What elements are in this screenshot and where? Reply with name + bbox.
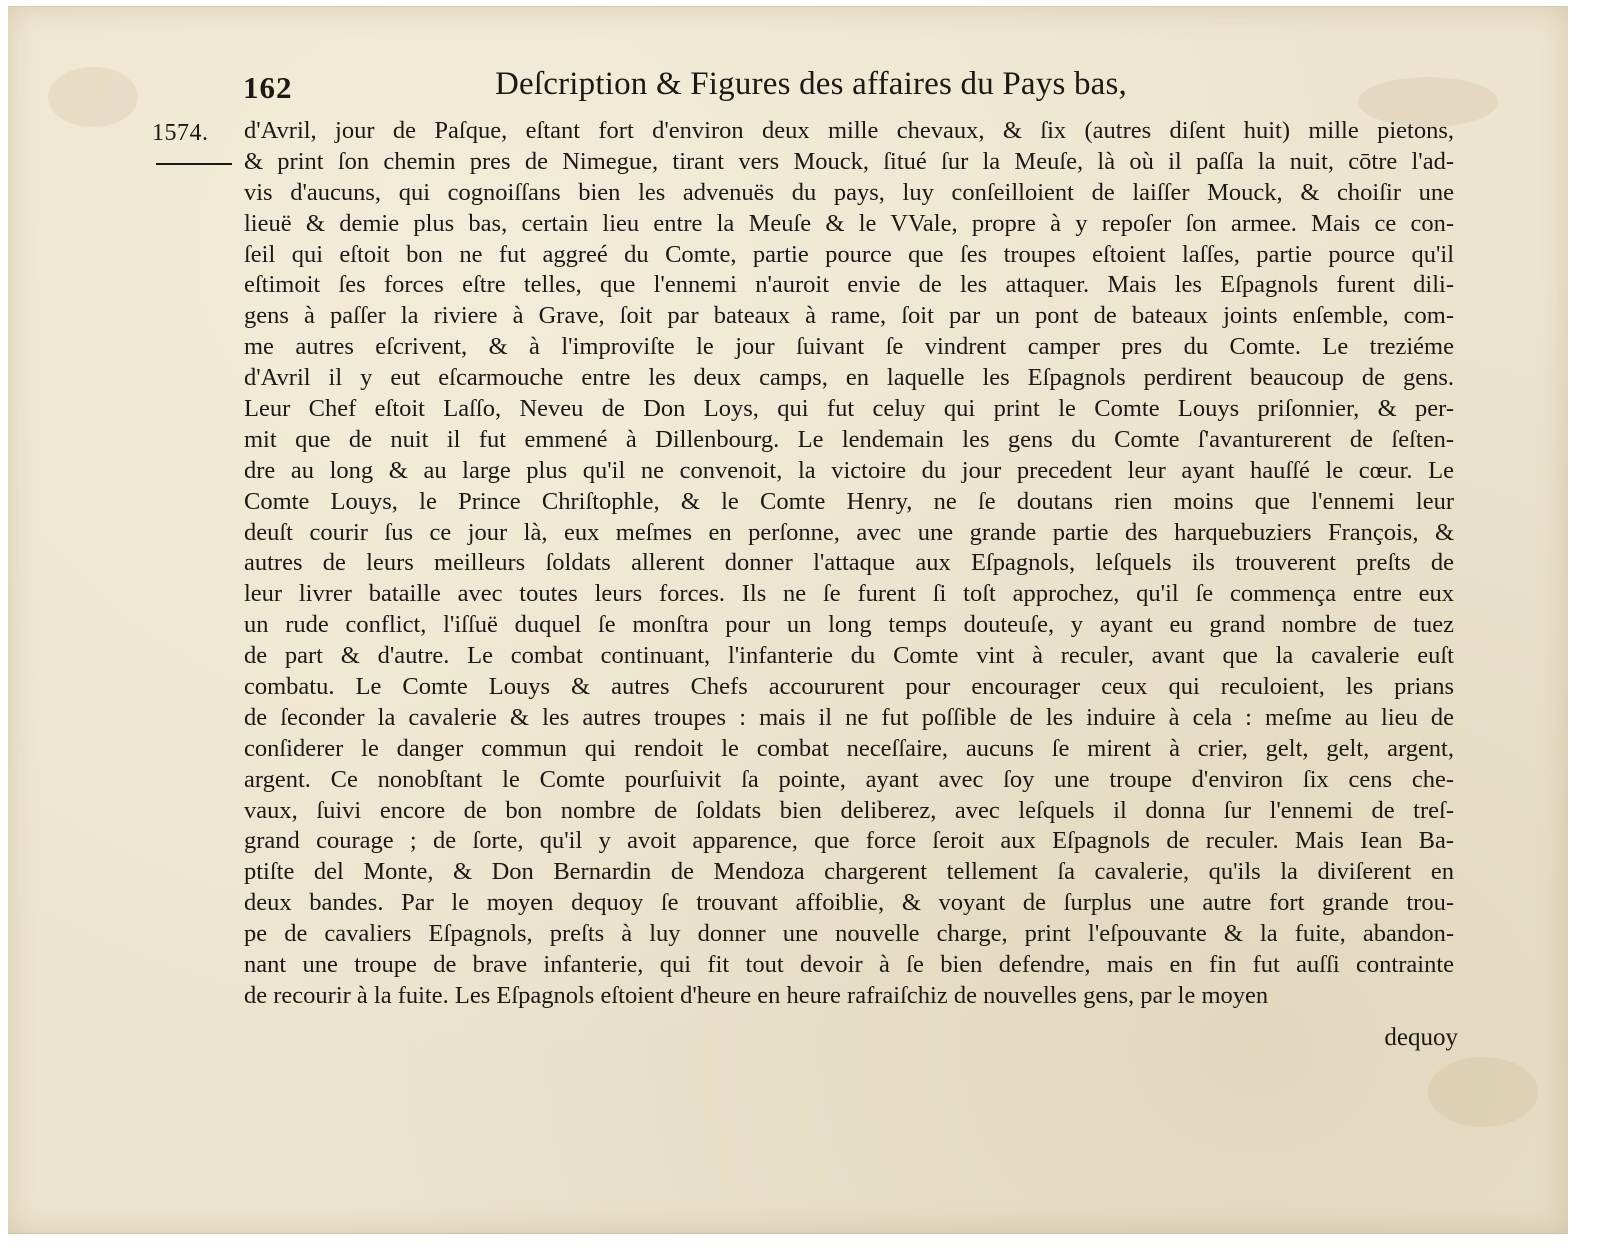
margin-rule [156, 163, 232, 165]
text-line: vis d'aucuns, qui cognoiſſans bien les advenuës du pays, luy conſeilloient de laiſſer Mouck, & choiſir une [244, 178, 1454, 206]
text-line: lieuë & demie plus bas, certain lieu entre la Meuſe & le VVale, propre à y repoſer ſon armee. Mais ce con- [244, 209, 1454, 237]
body-paragraph [244, 116, 1454, 1012]
text-line: leur livrer bataille avec toutes leurs forces. Ils ne ſe furent ſi toſt approchez, qu'il ſe commença entre eux [244, 580, 1454, 608]
text-line: ſeil qui eſtoit bon ne fut aggreé du Comte, partie pource que ſes troupes eſtoient laſſes, partie pource qu'il [244, 240, 1454, 268]
text-line: de recourir à la fuite. Les Eſpagnols eſtoient d'heure en heure rafraiſchiz de nouvelles gens, par le moyen [244, 981, 1269, 1009]
text-line: conſiderer le danger commun qui rendoit le combat neceſſaire, aucuns ſe mirent à crier, gelt, gelt, argent, [244, 734, 1454, 762]
running-title: Deſcription & Figures des affaires du Pays bas, [495, 66, 1128, 102]
text-line: me autres eſcrivent, & à l'improviſte le jour ſuivant ſe vindrent camper pres du Comte. Le treziéme [244, 333, 1454, 361]
text-line: autres de leurs meilleurs ſoldats allerent donner l'attaque aux Eſpagnols, leſquels ils trouverent preſts de [244, 549, 1454, 577]
text-line: nant une troupe de brave infanterie, qui fit tout devoir à ſe bien defendre, mais en fin fut auſſi contrainte [244, 951, 1454, 979]
text-line: ptiſte del Monte, & Don Bernardin de Mendoza chargerent tellement ſa cavalerie, qu'ils la diviſerent en [244, 858, 1454, 886]
text-line: Comte Louys, le Prince Chriſtophle, & le Comte Henry, ne ſe doutans rien moins que l'ennemi leur [244, 487, 1454, 515]
text-line: grand courage ; de ſorte, qu'il y avoit apparence, que force ſeroit aux Eſpagnols de reculer. Mais Iean Ba- [244, 827, 1454, 855]
text-line: eſtimoit ſes forces eſtre telles, que l'ennemi n'auroit envie de les attaquer. Mais les Eſpagnols furent dili- [244, 271, 1454, 299]
text-line: de ſeconder la cavalerie & les autres troupes : mais il ne fut poſſible de les induire à cela : meſme au lieu de [244, 703, 1454, 731]
catchword: dequoy [1384, 1024, 1458, 1051]
text-line: vaux, ſuivi encore de bon nombre de ſoldats bien deliberez, avec leſquels il donna ſur l'ennemi de treſ- [244, 796, 1454, 824]
text-line: & print ſon chemin pres de Nimegue, tirant vers Mouck, ſitué ſur la Meuſe, là où il paſſa la nuit, cōtre l'ad- [244, 147, 1454, 175]
text-line: argent. Ce nonobſtant le Comte pourſuivit ſa pointe, ayant avec ſoy une troupe d'environ ſix cens che- [244, 765, 1454, 793]
text-line: un rude conflict, l'iſſuë duquel ſe monſtra pour un long temps douteuſe, y ayant eu grand nombre de tuez [244, 611, 1454, 639]
text-line: deux bandes. Par le moyen dequoy ſe trouvant affoiblie, & voyant de ſurplus une autre fort grande trou- [244, 889, 1454, 917]
text-line: gens à paſſer la riviere à Grave, ſoit par bateaux à rame, ſoit par un pont de bateaux joints enſemble, com- [244, 302, 1454, 330]
text-line: deuſt courir ſus ce jour là, eux meſmes en perſonne, avec une grande partie des harquebuziers François, & [244, 518, 1454, 546]
text-line: d'Avril il y eut eſcarmouche entre les deux camps, en laquelle les Eſpagnols perdirent beaucoup de gens. [244, 364, 1454, 392]
text-line: combatu. Le Comte Louys & autres Chefs accoururent pour encourager ceux qui reculoient, les prians [244, 673, 1454, 701]
text-line: de part & d'autre. Le combat continuant, l'infanterie du Comte vint à reculer, avant que la cavalerie euſt [244, 642, 1454, 670]
text-line: Leur Chef eſtoit Laſſo, Neveu de Don Loys, qui fut celuy qui print le Comte Louys priſonnier, & per- [244, 395, 1454, 423]
text-line: d'Avril, jour de Paſque, eſtant fort d'environ deux mille chevaux, & ſix (autres diſent huit) mille pietons, [244, 117, 1454, 144]
margin-year-note: 1574. [152, 120, 209, 146]
page-number: 162 [243, 70, 293, 105]
page-header [0, 66, 1600, 110]
foxing-stain [1428, 1057, 1538, 1127]
text-line: pe de cavaliers Eſpagnols, preſts à luy donner une nouvelle charge, print l'eſpouvante & la fuite, abandon- [244, 920, 1454, 948]
text-line: dre au long & au large plus qu'il ne convenoit, la victoire du jour precedent leur ayant hauſſé le cœur. Le [244, 456, 1454, 484]
text-line: mit que de nuit il fut emmené à Dillenbourg. Le lendemain les gens du Comte ſ'avanturerent de ſeſten- [244, 425, 1454, 453]
